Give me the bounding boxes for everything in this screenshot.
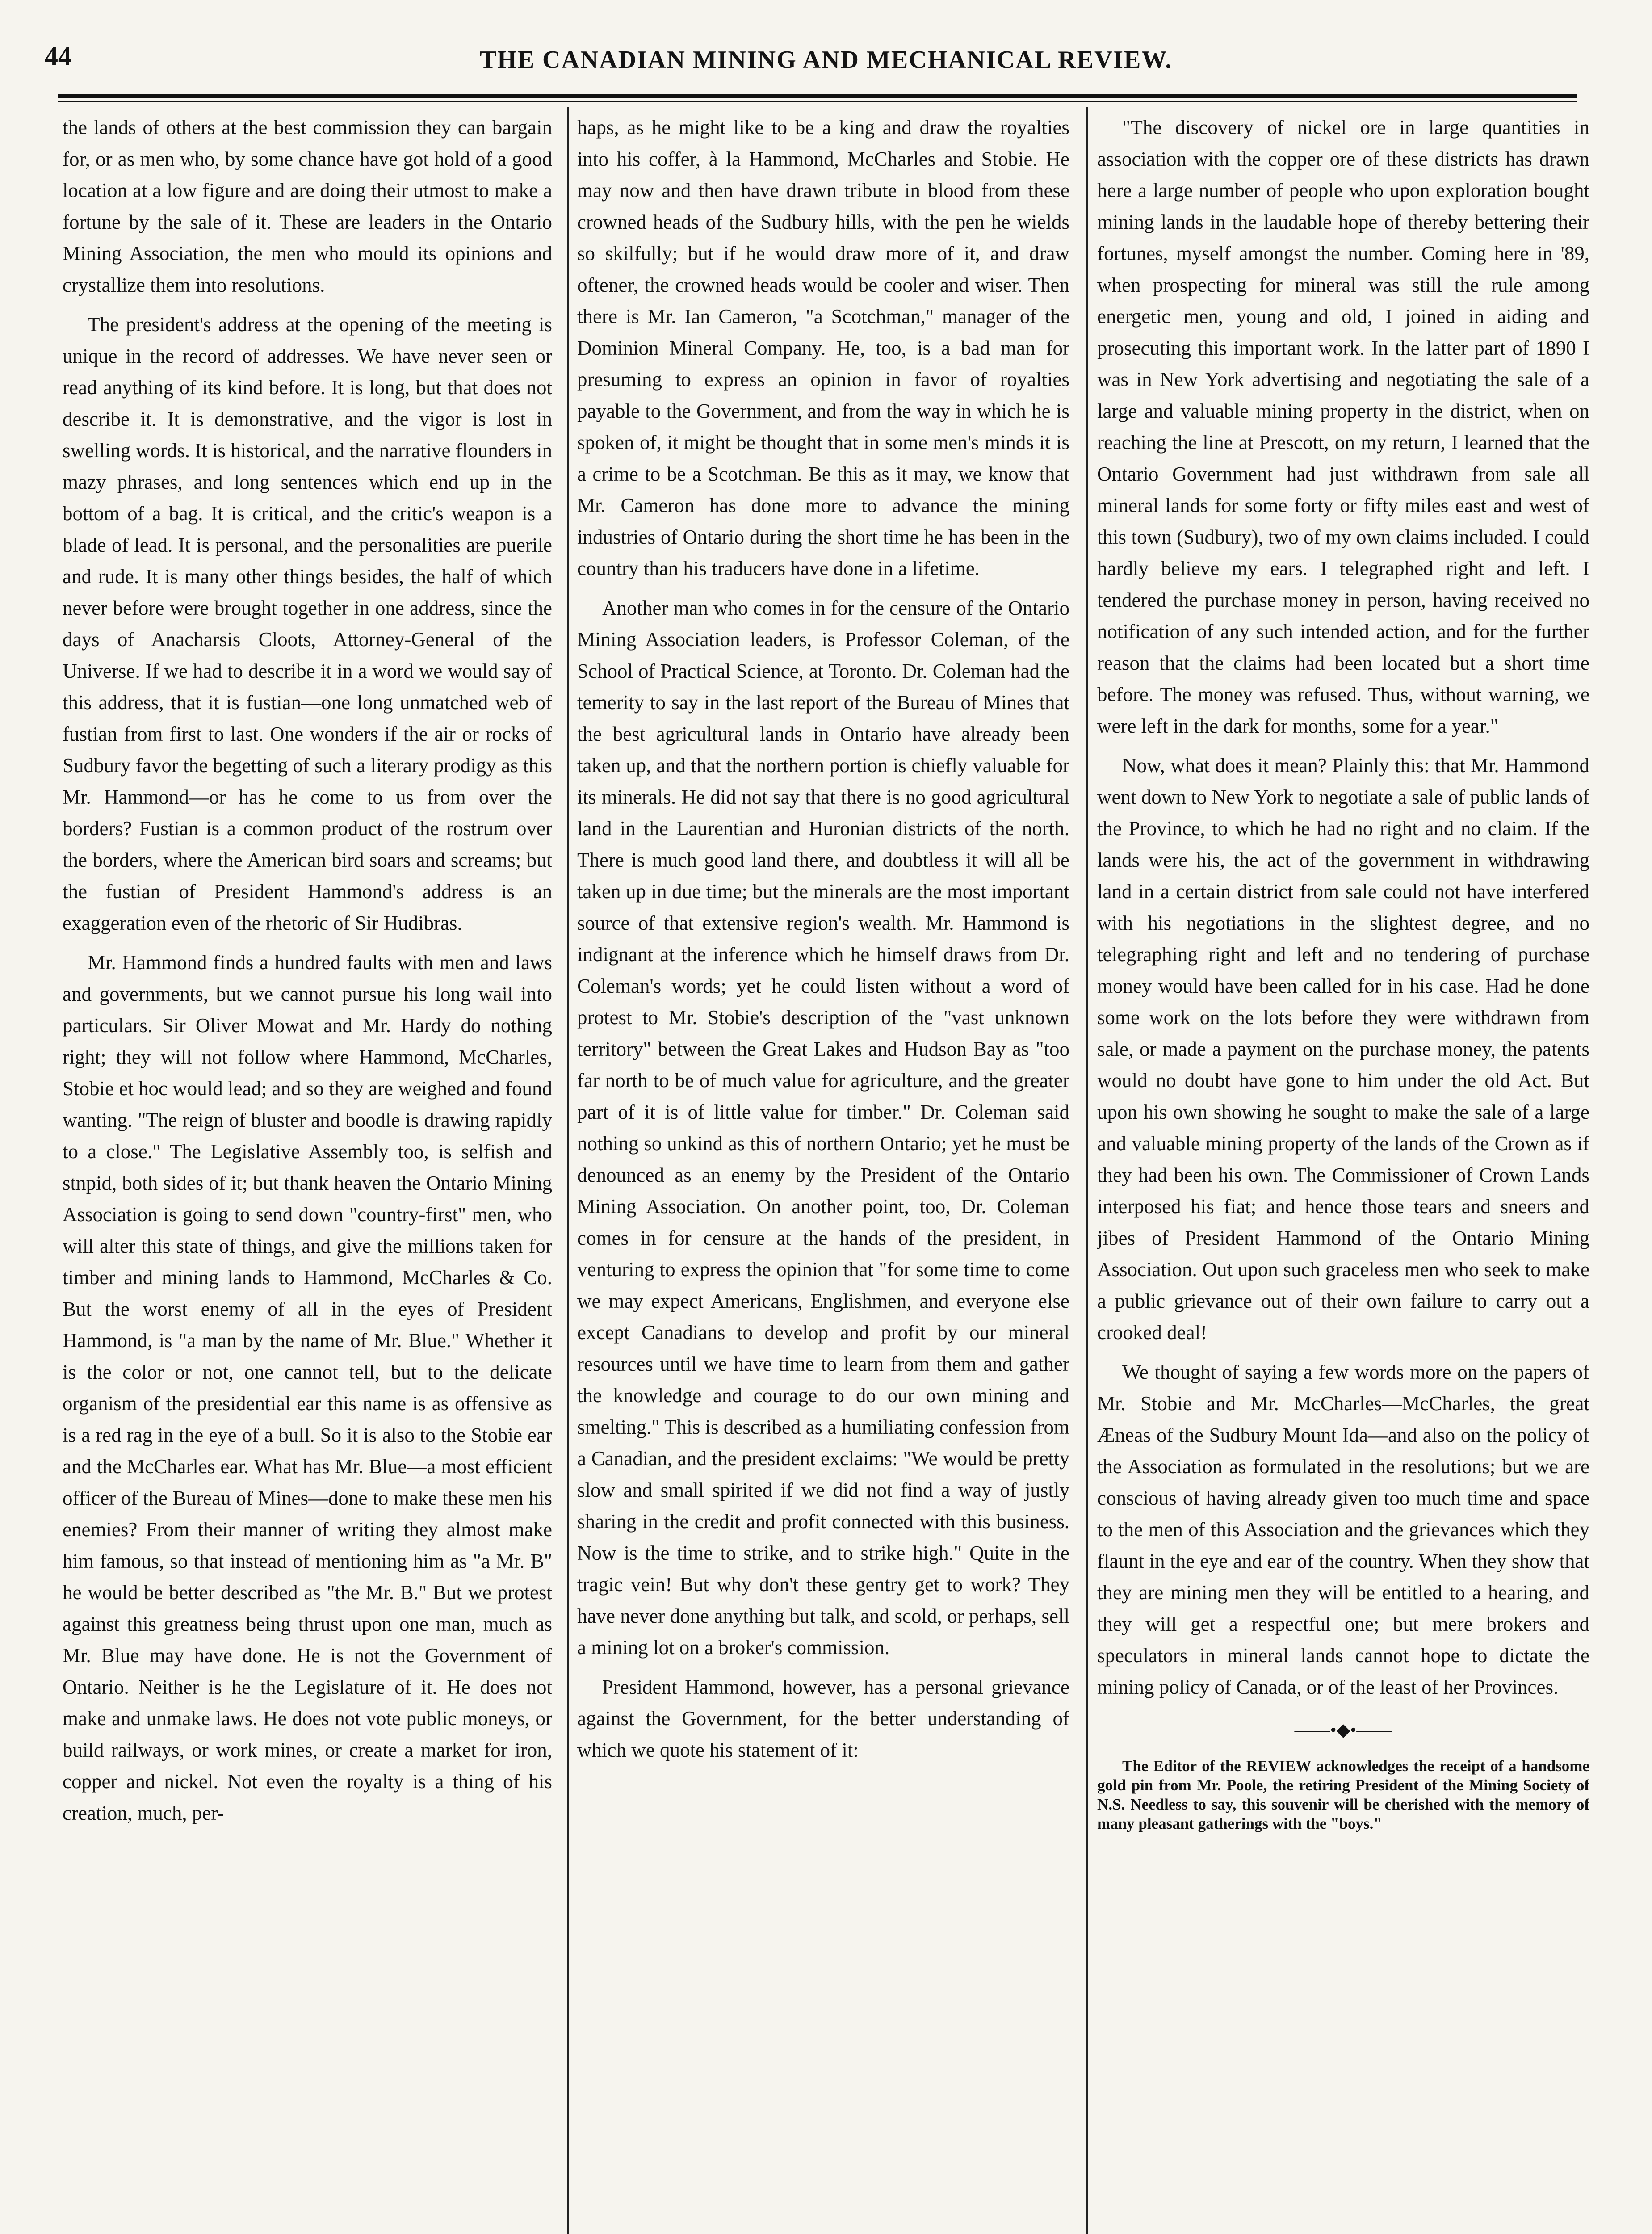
ornament-divider: ——•◆•—— bbox=[1294, 1720, 1392, 1740]
column-right bbox=[1097, 112, 1589, 2234]
column-left bbox=[63, 112, 552, 2234]
column-divider-left bbox=[567, 107, 569, 2234]
header-rule-thick bbox=[58, 94, 1577, 98]
paragraph: President Hammond, however, has a personal grievance against the Government, for the better understanding of which we quote his statement of it: bbox=[577, 1676, 1069, 1761]
paragraph: We thought of saying a few words more on the papers of Mr. Stobie and Mr. McCharles—McCharles, the great Æneas of the Sudbury Mount Ida—and also on the policy of the Association as formulated in the resolutions; but we are conscious of having already given too much time and space to the men of this Association and the grievances which they flaunt in the eye and ear of the country. When they show that they are mining men they will be entitled to a hearing, and they will get a respectful one; but mere brokers and speculators in mineral lands cannot hope to dictate the mining policy of Canada, or of the least of her Provinces. bbox=[1097, 1361, 1589, 1698]
paragraph: Now, what does it mean? Plainly this: that Mr. Hammond went down to New York to negotiate a sale of public lands of the Province, to which he had no right and no claim. If the lands were his, the act of the government in withdrawing land in a certain district from sale could not have interfered with his negotiations in the slightest degree, and no telegraphing right and left and no tendering of purchase money would have been called for in his case. Had he done some work on the lots before they were withdrawn from sale, or made a payment on the purchase money, the patents would no doubt have gone to him under the old Act. But upon his own showing he sought to make the sale of a large and valuable mining property of the lands of the Crown as if they had been his own. The Commissioner of Crown Lands interposed his fiat; and hence those tears and sneers and jibes of President Hammond of the Ontario Mining Association. Out upon such graceless men who seek to make a public grievance out of their own failure to carry out a crooked deal! bbox=[1097, 754, 1589, 1344]
header-rule-thin bbox=[58, 101, 1577, 102]
column-divider-right bbox=[1086, 107, 1088, 2234]
paragraph: haps, as he might like to be a king and draw the royalties into his coffer, à la Hammond, McCharles and Stobie. He may now and then have drawn tribute in blood from these crowned heads of the Sudbury hills, with the pen he wields so skilfully; but if he would draw more of it, and draw oftener, the crowned heads would be cooler and wiser. Then there is Mr. Ian Cameron, "a Scotchman," manager of the Dominion Mineral Company. He, too, is a bad man for presuming to express an opinion in favor of royalties payable to the Government, and from the way in which he is spoken of, it might be thought that in some men's minds it is a crime to be a Scotchman. Be this as it may, we know that Mr. Cameron has done more to advance the mining industries of Ontario during the short time he has been in the country than his traducers have done in a lifetime. bbox=[577, 116, 1069, 579]
paragraph: "The discovery of nickel ore in large quantities in association with the copper ore of these districts has drawn here a large number of people who upon exploration bought mining lands in the laudable hope of thereby bettering their fortunes, myself amongst the number. Coming here in '89, when prospecting for mineral was still the rule among energetic men, young and old, I joined in aiding and prosecuting this important work. In the latter part of 1890 I was in New York advertising and negotiating the sale of a large and valuable mining property in the district, when on reaching the line at Prescott, on my return, I learned that the Ontario Government had just withdrawn from sale all mineral lands for some forty or fifty miles east and west of this town (Sudbury), two of my own claims included. I could hardly believe my ears. I telegraphed right and left. I tendered the purchase money in person, having received no notification of any such intended action, and for the further reason that the claims had been located but a short time before. The money was refused. Thus, without warning, we were left in the dark for months, some for a year." bbox=[1097, 116, 1589, 737]
paragraph: Mr. Hammond finds a hundred faults with men and laws and governments, but we cannot pursue his long wail into particulars. Sir Oliver Mowat and Mr. Hardy do nothing right; they will not follow where Hammond, McCharles, Stobie et hoc would lead; and so they are weighed and found wanting. "The reign of bluster and boodle is drawing rapidly to a close." The Legislative Assembly too, is selfish and stnpid, both sides of it; but thank heaven the Ontario Mining Association is going to send down "country-first" men, who will alter this state of things, and give the millions taken for timber and mining lands to Hammond, McCharles & Co. But the worst enemy of all in the eyes of President Hammond, is "a man by the name of Mr. Blue." Whether it is the color or not, one cannot tell, but to the delicate organism of the presidential ear this name is as offensive as is a red rag in the eye of a bull. So it is also to the Stobie ear and the McCharles ear. What has Mr. Blue—a most efficient officer of the Bureau of Mines—done to make these men his enemies? From their manner of writing they almost make him famous, so that instead of mentioning him as "a Mr. B" he would be better described as "the Mr. B." But we protest against this greatness being thrust upon one man, much as Mr. Blue may have done. He is not the Government of Ontario. Neither is he the Legislature of it. He does not make and unmake laws. He does not vote public moneys, or build railways, or work mines, or create a market for iron, copper and nickel. Not even the royalty is a thing of his creation, much, per- bbox=[63, 951, 552, 1824]
column-middle bbox=[577, 112, 1069, 2234]
paragraph: The president's address at the opening of the meeting is unique in the record of addresses. We have never seen or read anything of its kind before. It is long, but that does not describe it. It is demonstrative, and the vigor is lost in swelling words. It is historical, and the narrative flounders in mazy phrases, and long sentences which end up in the bottom of a bag. It is critical, and the critic's weapon is a blade of lead. It is personal, and the personalities are puerile and rude. It is many other things besides, the half of which never before were brought together in one address, since the days of Anacharsis Cloots, Attorney-General of the Universe. If we had to describe it in a word we would say of this address, that it is fustian—one long unmatched web of fustian from first to last. One wonders if the air or rocks of Sudbury favor the begetting of such a literary prodigy as this Mr. Hammond—or has he come to us from over the borders? Fustian is a common product of the rostrum over the borders, where the American bird soars and screams; but the fustian of President Hammond's address is an exaggeration even of the rhetoric of Sir Hudibras. bbox=[63, 313, 552, 934]
editor-note: The Editor of the REVIEW acknowledges the receipt of a handsome gold pin from Mr. Poole, the retiring President of the Mining Society of N.S. Needless to say, this souvenir will be cherished with the memory of many pleasant gatherings with the "boys." bbox=[1097, 1757, 1589, 1832]
journal-title: THE CANADIAN MINING AND MECHANICAL REVIEW. bbox=[479, 46, 1173, 74]
page-number: 44 bbox=[45, 42, 71, 71]
paragraph: Another man who comes in for the censure of the Ontario Mining Association leaders, is Professor Coleman, of the School of Practical Science, at Toronto. Dr. Coleman had the temerity to say in the last report of the Bureau of Mines that the best agricultural lands in Ontario have already been taken up, and that the northern portion is chiefly valuable for its minerals. He did not say that there is no good agricultural land in the Laurentian and Huronian districts of the north. There is much good land there, and doubtless it will all be taken up in due time; but the minerals are the most important source of that extensive region's wealth. Mr. Hammond is indignant at the inference which he himself draws from Dr. Coleman's words; yet he could listen without a word of protest to Mr. Stobie's description of the "vast unknown territory" between the Great Lakes and Hudson Bay as "too far north to be of much value for agriculture, and the greater part of it is of little value for timber." Dr. Coleman said nothing so unkind as this of northern Ontario; yet he must be denounced as an enemy by the President of the Ontario Mining Association. On another point, too, Dr. Coleman comes in for censure at the hands of the president, in venturing to express the opinion that "for some time to come we may expect Americans, Englishmen, and everyone else except Canadians to develop and profit by our mineral resources until we have time to learn from them and gather the knowledge and courage to do our own mining and smelting." This is described as a humiliating confession from a Canadian, and the president exclaims: "We would be pretty slow and small spirited if we did not find a way of justly sharing in the credit and profit connected with this business. Now is the time to strike, and to strike high." Quite in the tragic vein! But why don't these gentry get to work? They have never done anything but talk, and scold, or perhaps, sell a mining lot on a broker's commission. bbox=[577, 596, 1069, 1659]
paragraph: the lands of others at the best commission they can bargain for, or as men who, by some chance have got hold of a good location at a low figure and are doing their utmost to make a fortune by the sale of it. These are leaders in the Ontario Mining Association, the men who mould its opinions and crystallize them into resolutions. bbox=[63, 116, 552, 296]
